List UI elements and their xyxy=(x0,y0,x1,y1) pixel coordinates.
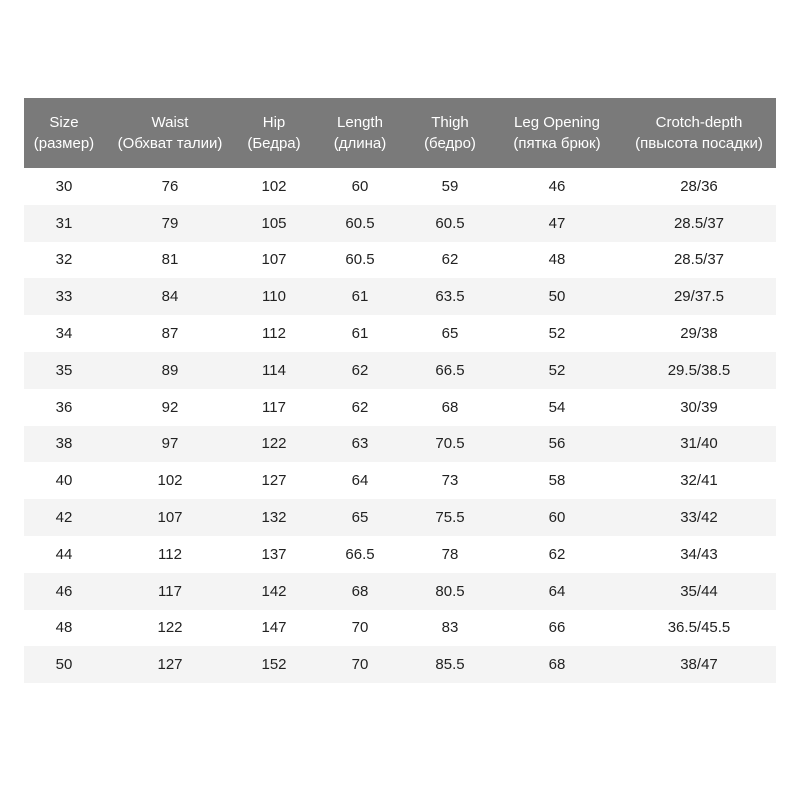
table-cell: 60.5 xyxy=(312,205,408,242)
table-cell: 87 xyxy=(161,325,179,343)
column-header-leg-opening xyxy=(492,98,622,168)
header-label: Length xyxy=(337,114,383,131)
table-cell: 97 xyxy=(104,426,236,463)
table-cell: 48 xyxy=(548,251,566,269)
column-header-hip xyxy=(236,98,312,168)
table-cell: 81 xyxy=(161,251,179,269)
table-cell: 78 xyxy=(441,545,459,563)
table-cell: 31/40 xyxy=(622,426,776,463)
table-cell: 63.5 xyxy=(408,278,492,315)
table-row xyxy=(24,426,776,463)
header-label: Hip xyxy=(262,114,286,131)
table-row xyxy=(24,573,776,610)
column-header-crotch-depth xyxy=(622,98,776,168)
table-row xyxy=(24,462,776,499)
table-cell: 83 xyxy=(441,619,459,637)
header-label: Leg Opening xyxy=(514,114,600,131)
table-cell: 58 xyxy=(548,472,566,490)
table-cell: 80.5 xyxy=(408,573,492,610)
table-cell: 52 xyxy=(492,352,622,389)
table-cell: 62 xyxy=(351,398,369,416)
table-cell: 76 xyxy=(161,177,179,195)
header-label-russian: (пвысота посадки) xyxy=(635,135,763,152)
table-cell: 79 xyxy=(104,205,236,242)
table-cell: 65 xyxy=(441,325,459,343)
table-cell: 61 xyxy=(351,325,369,343)
table-cell: 64 xyxy=(492,573,622,610)
table-cell: 44 xyxy=(55,545,73,563)
table-cell: 61 xyxy=(312,278,408,315)
table-row xyxy=(24,205,776,242)
table-cell: 60.5 xyxy=(408,205,492,242)
table-cell: 60 xyxy=(492,499,622,536)
table-cell: 142 xyxy=(236,573,312,610)
table-cell: 46 xyxy=(548,177,566,195)
header-label: Thigh xyxy=(431,114,469,131)
table-cell: 70 xyxy=(312,646,408,683)
table-cell: 66 xyxy=(548,619,566,637)
table-row xyxy=(24,168,776,205)
table-cell: 35 xyxy=(24,352,104,389)
header-label: Crotch-depth xyxy=(655,114,743,131)
header-label-russian: (пятка брюк) xyxy=(513,135,601,152)
size-chart-table xyxy=(24,98,776,683)
table-cell: 102 xyxy=(157,472,183,490)
header-label: Waist xyxy=(151,114,189,131)
table-cell: 30 xyxy=(55,177,73,195)
table-cell: 152 xyxy=(236,646,312,683)
table-cell: 117 xyxy=(262,398,286,416)
table-cell: 62 xyxy=(548,545,566,563)
header-label-russian: (Бедра) xyxy=(247,135,301,152)
table-cell: 137 xyxy=(261,545,287,563)
table-cell: 29/38 xyxy=(680,325,718,343)
table-cell: 110 xyxy=(236,278,312,315)
table-cell: 68 xyxy=(492,646,622,683)
table-cell: 114 xyxy=(236,352,312,389)
table-cell: 68 xyxy=(441,398,459,416)
table-cell: 122 xyxy=(236,426,312,463)
table-cell: 89 xyxy=(104,352,236,389)
table-cell: 60 xyxy=(351,177,369,195)
table-cell: 64 xyxy=(351,472,369,490)
table-cell: 47 xyxy=(492,205,622,242)
table-cell: 32 xyxy=(55,251,73,269)
table-cell: 50 xyxy=(492,278,622,315)
table-cell: 33 xyxy=(24,278,104,315)
table-cell: 84 xyxy=(104,278,236,315)
table-cell: 65 xyxy=(312,499,408,536)
table-cell: 52 xyxy=(548,325,566,343)
table-cell: 62 xyxy=(312,352,408,389)
table-cell: 33/42 xyxy=(622,499,776,536)
table-cell: 127 xyxy=(104,646,236,683)
table-cell: 32/41 xyxy=(680,472,718,490)
table-cell: 40 xyxy=(55,472,73,490)
table-cell: 29.5/38.5 xyxy=(622,352,776,389)
table-cell: 117 xyxy=(104,573,236,610)
table-cell: 70.5 xyxy=(408,426,492,463)
table-cell: 54 xyxy=(548,398,566,416)
column-header-size xyxy=(24,98,104,168)
table-row xyxy=(24,352,776,389)
table-cell: 46 xyxy=(24,573,104,610)
header-label-russian: (размер) xyxy=(33,135,95,152)
table-row xyxy=(24,315,776,352)
table-cell: 60.5 xyxy=(345,251,375,269)
table-cell: 48 xyxy=(55,619,73,637)
table-cell: 35/44 xyxy=(622,573,776,610)
table-cell: 56 xyxy=(492,426,622,463)
table-row xyxy=(24,242,776,279)
table-cell: 112 xyxy=(158,545,182,563)
table-cell: 92 xyxy=(161,398,179,416)
table-cell: 28.5/37 xyxy=(673,251,725,269)
table-cell: 31 xyxy=(24,205,104,242)
table-cell: 59 xyxy=(441,177,459,195)
table-cell: 28.5/37 xyxy=(622,205,776,242)
table-cell: 132 xyxy=(236,499,312,536)
header-label-russian: (длина) xyxy=(333,135,387,152)
table-cell: 30/39 xyxy=(680,398,718,416)
table-row xyxy=(24,610,776,647)
header-label-russian: (бедро) xyxy=(424,135,476,152)
table-cell: 29/37.5 xyxy=(622,278,776,315)
table-row xyxy=(24,499,776,536)
header-row xyxy=(24,98,776,168)
table-cell: 102 xyxy=(261,177,287,195)
column-header-length xyxy=(312,98,408,168)
table-cell: 38 xyxy=(24,426,104,463)
table-cell: 36.5/45.5 xyxy=(667,619,731,637)
table-cell: 127 xyxy=(261,472,287,490)
column-header-thigh xyxy=(408,98,492,168)
table-cell: 28/36 xyxy=(680,177,718,195)
table-row xyxy=(24,536,776,573)
table-cell: 66.5 xyxy=(345,545,375,563)
column-header-waist xyxy=(104,98,236,168)
table-cell: 34/43 xyxy=(680,545,718,563)
table-cell: 34 xyxy=(55,325,73,343)
table-cell: 107 xyxy=(104,499,236,536)
table-cell: 107 xyxy=(261,251,287,269)
table-cell: 68 xyxy=(312,573,408,610)
table-cell: 112 xyxy=(262,325,286,343)
table-cell: 122 xyxy=(157,619,183,637)
table-cell: 50 xyxy=(24,646,104,683)
table-cell: 73 xyxy=(441,472,459,490)
table-cell: 63 xyxy=(312,426,408,463)
table-cell: 42 xyxy=(24,499,104,536)
table-row xyxy=(24,278,776,315)
table-cell: 147 xyxy=(261,619,287,637)
table-cell: 105 xyxy=(236,205,312,242)
table-cell: 85.5 xyxy=(408,646,492,683)
header-label-russian: (Обхват талии) xyxy=(117,135,223,152)
table-cell: 66.5 xyxy=(408,352,492,389)
table-cell: 75.5 xyxy=(408,499,492,536)
table-cell: 62 xyxy=(441,251,459,269)
header-label: Size xyxy=(49,114,79,131)
table-cell: 70 xyxy=(351,619,369,637)
table-row xyxy=(24,389,776,426)
table-cell: 38/47 xyxy=(622,646,776,683)
table-cell: 36 xyxy=(55,398,73,416)
table-row xyxy=(24,646,776,683)
